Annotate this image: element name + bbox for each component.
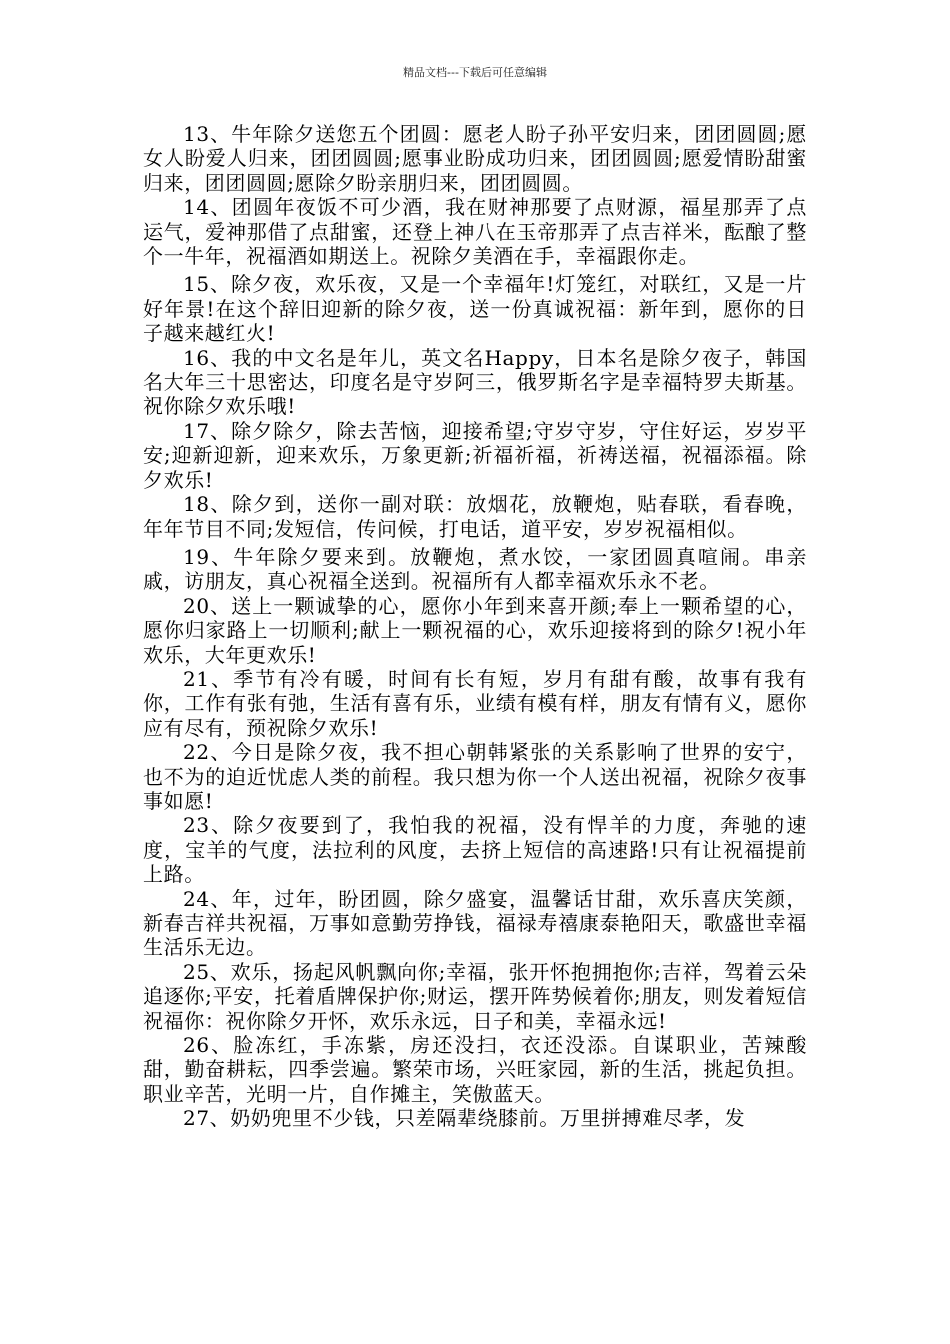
- paragraph-15: 15、除夕夜，欢乐夜，又是一个幸福年!灯笼红，对联红，又是一片好年景!在这个辞旧迎新的除夕夜，送一份真诚祝福：新年到，愿你的日子越来越红火!: [143, 272, 807, 346]
- paragraph-18: 18、除夕到，送你一副对联：放烟花，放鞭炮，贴春联，看春晚，年年节目不同;发短信，传问候，打电话，道平安，岁岁祝福相似。: [143, 492, 807, 541]
- paragraph-23: 23、除夕夜要到了，我怕我的祝福，没有悍羊的力度，奔驰的速度，宝羊的气度，法拉利的风度，去挤上短信的高速路!只有让祝福提前上路。: [143, 813, 807, 887]
- paragraph-27: 27、奶奶兜里不少钱，只差隔辈绕膝前。万里拼搏难尽孝，发: [183, 1106, 746, 1131]
- document-body: [143, 122, 807, 1131]
- paragraph-14: 14、团圆年夜饭不可少酒，我在财神那要了点财源，福星那弄了点运气，爱神那借了点甜蜜，还登上神八在玉帝那弄了点吉祥米，酝酿了整个一牛年，祝福酒如期送上。祝除夕美酒在手，幸福跟你走。: [143, 195, 807, 269]
- paragraph-22: 22、今日是除夕夜，我不担心朝韩紧张的关系影响了世界的安宁，也不为的迫近忧虑人类的前程。我只想为你一个人送出祝福，祝除夕夜事事如愿!: [143, 740, 807, 813]
- paragraph-17: 17、除夕除夕，除去苦恼，迎接希望;守岁守岁，守住好运，岁岁平安;迎新迎新，迎来欢乐，万象更新;祈福祈福，祈祷送福，祝福添福。除夕欢乐!: [143, 418, 807, 492]
- paragraph-25: 25、欢乐，扬起风帆飘向你;幸福，张开怀抱拥抱你;吉祥，驾着云朵追逐你;平安，托着盾牌保护你;财运，摆开阵势候着你;朋友，则发着短信祝福你：祝你除夕开怀，欢乐永远，日子和美，幸福永远!: [143, 959, 807, 1033]
- paragraph-24: 24、年，过年，盼团圆，除夕盛宴，温馨话甘甜，欢乐喜庆笑颜，新春吉祥共祝福，万事如意勤劳挣钱，福禄寿禧康泰艳阳天，歌盛世幸福生活乐无边。: [143, 886, 807, 960]
- paragraph-21: 21、季节有冷有暖，时间有长有短，岁月有甜有酸，故事有我有你，工作有张有弛，生活有喜有乐，业绩有模有样，朋友有情有义，愿你应有尽有，预祝除夕欢乐!: [143, 666, 807, 740]
- paragraph-20: 20、送上一颗诚挚的心，愿你小年到来喜开颜;奉上一颗希望的心，愿你归家路上一切顺利;献上一颗祝福的心，欢乐迎接将到的除夕!祝小年欢乐，大年更欢乐!: [143, 593, 807, 667]
- paragraph-13: 13、牛年除夕送您五个团圆：愿老人盼子孙平安归来，团团圆圆;愿女人盼爱人归来，团团圆圆;愿事业盼成功归来，团团圆圆;愿爱情盼甜蜜归来，团团圆圆;愿除夕盼亲朋归来，团团圆圆。: [143, 122, 807, 195]
- page-header: 精品文档---下载后可任意编辑: [403, 66, 547, 79]
- paragraph-26: 26、脸冻红，手冻紫，房还没扫，衣还没添。自谋职业，苦辣酸甜，勤奋耕耘，四季尝遍。繁荣市场，兴旺家园，新的生活，挑起负担。职业辛苦，光明一片，自作摊主，笑傲蓝天。: [143, 1033, 807, 1106]
- paragraph-16: 16、我的中文名是年儿，英文名Happy，日本名是除夕夜子，韩国名大年三十思密达，印度名是守岁阿三，俄罗斯名字是幸福特罗夫斯基。祝你除夕欢乐哦!: [143, 345, 807, 419]
- paragraph-19: 19、牛年除夕要来到。放鞭炮，煮水饺，一家团圆真喧闹。串亲戚，访朋友，真心祝福全送到。祝福所有人都幸福欢乐永不老。: [143, 544, 807, 594]
